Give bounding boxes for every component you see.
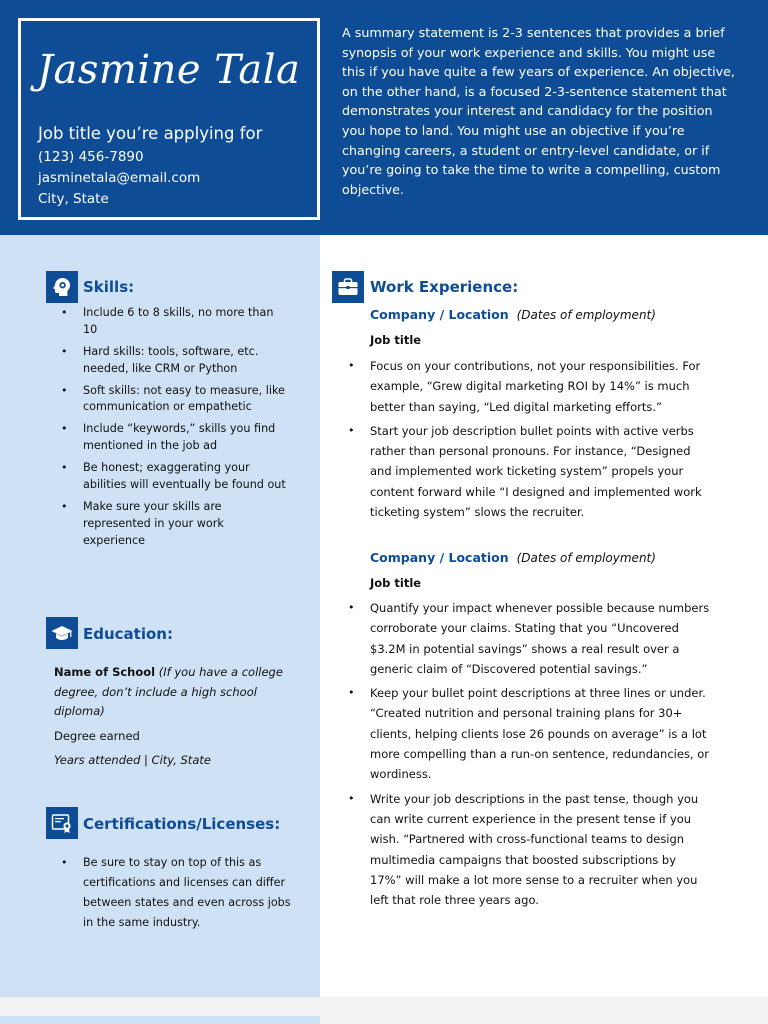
- location: City, State: [38, 191, 109, 207]
- list-item: • Soft skills: not easy to measure, like communication or empathetic: [54, 383, 286, 417]
- certifications-list: [54, 853, 294, 933]
- job-bullets: [341, 356, 711, 526]
- degree-earned: Degree earned: [54, 729, 140, 743]
- name-box: [18, 18, 320, 220]
- graduation-cap-icon: [46, 617, 78, 649]
- summary-statement: A summary statement is 2-3 sentences that provides a brief synopsis of your work experience and skills. You might use this if you have quite a few years of experience. An objective, on the other hand, is a focused 2-3-sentence statement that demonstrates your interest and candidacy for the position you hope to land. You might use an objective if you’re changing careers, a student or entry-level candidate, or if you’re going to take the time to write a compelling, custom objective.: [342, 25, 735, 197]
- certifications-heading: Certifications/Licenses:: [83, 815, 281, 833]
- list-item: • Quantify your impact whenever possible because numbers corroborate your claims. Stating that you “Uncovered $3.2M in potential savings” shows a real result over a generic claim of “Discovered potential savings.”: [341, 598, 711, 679]
- list-item: • Start your job description bullet points with active verbs rather than personal pronouns. For instance, “Designed and implemented work ticketing system” propels your content forward while “I designed and implemented work ticketing system” slows the recruiter.: [341, 421, 711, 522]
- company-location: Company / Location: [370, 307, 509, 322]
- list-item: • Focus on your contributions, not your responsibilities. For example, “Grew digital marketing ROI by 14%” is much better than saying, “Led digital marketing efforts.”: [341, 356, 711, 417]
- head-gear-icon: [46, 271, 78, 303]
- list-item: • Include 6 to 8 skills, no more than 10: [54, 305, 286, 339]
- page-footer-strip: [0, 1016, 320, 1024]
- years-attended: Years attended | City, State: [54, 753, 211, 767]
- work-experience-heading: Work Experience:: [370, 278, 519, 296]
- certificate-icon: [46, 807, 78, 839]
- briefcase-icon: [332, 271, 364, 303]
- job-bullets: [341, 598, 711, 914]
- phone-number: (123) 456-7890: [38, 149, 144, 165]
- list-item: • Be sure to stay on top of this as certifications and licenses can differ between states and even across jobs in the same industry.: [54, 853, 294, 933]
- resume-header: [0, 0, 768, 235]
- job-title: Job title: [370, 576, 422, 590]
- job-title: Job title: [370, 333, 422, 347]
- skills-heading: Skills:: [83, 278, 135, 296]
- list-item: • Write your job descriptions in the past tense, though you can write current experience in the present tense if you wish. “Partnered with cross-functional teams to design multimedia campaigns that boosted subscriptions by 17%” will make a lot more sense to a recruiter when you left that role three years ago.: [341, 789, 711, 911]
- employment-dates: (Dates of employment): [516, 551, 656, 565]
- email-address: jasminetala@email.com: [38, 170, 201, 186]
- list-item: • Be honest; exaggerating your abilities will eventually be found out: [54, 460, 286, 494]
- list-item: • Make sure your skills are represented in your work experience: [54, 499, 286, 549]
- school-note: (If you have a college degree, don’t include a high school diploma): [54, 665, 283, 718]
- company-location: Company / Location: [370, 550, 509, 565]
- list-item: • Hard skills: tools, software, etc. needed, like CRM or Python: [54, 344, 286, 378]
- list-item: • Include “keywords,” skills you find mentioned in the job ad: [54, 421, 286, 455]
- school-name: Name of School: [54, 665, 156, 679]
- company-line: [370, 550, 656, 565]
- company-line: [370, 307, 656, 322]
- skills-list: [54, 305, 286, 554]
- list-item: • Keep your bullet point descriptions at three lines or under. “Created nutrition and personal training plans for 30+ clients, helping clients lose 26 pounds on average” is a lot more compelling than a run-on sentence, redundancies, or wordiness.: [341, 683, 711, 784]
- school-line: [54, 663, 304, 722]
- target-job-title: Job title you’re applying for: [38, 124, 263, 143]
- employment-dates: (Dates of employment): [516, 308, 656, 322]
- education-heading: Education:: [83, 625, 173, 643]
- candidate-name: Jasmine Tala: [37, 47, 301, 93]
